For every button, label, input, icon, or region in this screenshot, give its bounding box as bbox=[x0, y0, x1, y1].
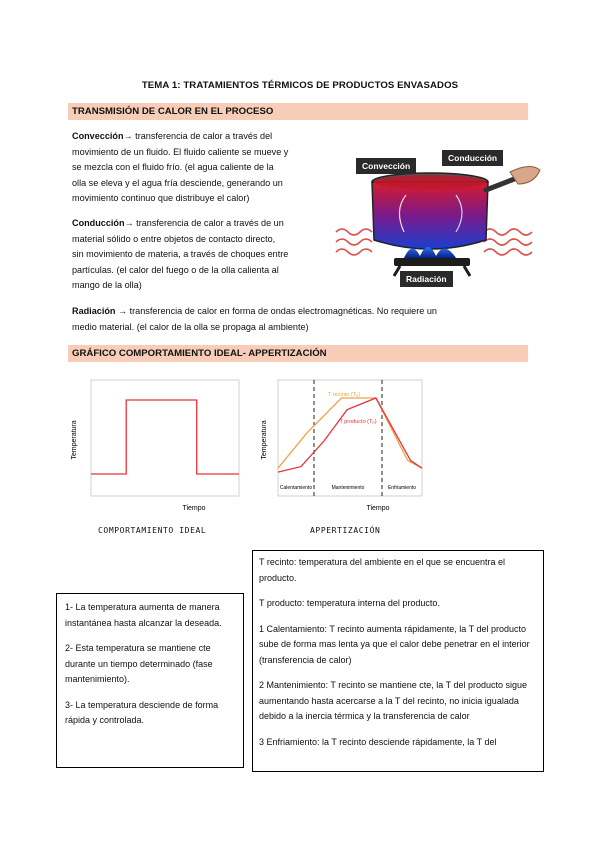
box-right-t-recinto: T recinto: temperatura del ambiente en el que se encuentra el producto. bbox=[259, 557, 505, 583]
text-line: olla se eleva y el agua fría desciende, generando un bbox=[72, 177, 283, 188]
box-comportamiento-ideal bbox=[56, 593, 244, 768]
text-line: movimiento de un fluido. El fluido caliente se mueve y bbox=[72, 146, 289, 157]
pot-body bbox=[372, 182, 488, 249]
label-radiacion: Radiación bbox=[400, 271, 453, 287]
document-title: TEMA 1: TRATAMIENTOS TÉRMICOS DE PRODUCTOS ENVASADOS bbox=[141, 80, 459, 91]
text-line: material sólido o entre objetos de contacto directo, bbox=[72, 233, 276, 244]
arrow-icon: → bbox=[123, 131, 133, 141]
radiation-wave bbox=[484, 229, 532, 235]
box-right-mantenimiento: 2 Mantenimiento: T recinto se mantiene cte, la T del producto sigue aumentando hasta acercarse a la T del recinto, no inicia igualada debido a la inercia térmica y la transferencia de calor bbox=[259, 680, 527, 721]
text-line: sin movimiento de materia, a través de choques entre bbox=[72, 249, 289, 259]
series-label-t-producto: T producto (Tₚ) bbox=[339, 419, 377, 425]
section-heading-grafico: GRÁFICO COMPORTAMIENTO IDEAL- APPERTIZACIÓN bbox=[68, 345, 528, 362]
box-right-t-producto: T producto: temperatura interna del producto. bbox=[259, 598, 440, 608]
radiation-wave bbox=[484, 239, 532, 245]
paragraph-radiacion bbox=[72, 304, 542, 335]
text-line: transferencia de calor a través de un bbox=[136, 218, 284, 228]
term-radiacion: Radiación bbox=[72, 306, 116, 316]
radiation-wave bbox=[336, 249, 372, 255]
text-line: se mezcla con el fluido frío. (el agua caliente de la bbox=[72, 162, 274, 172]
chart1-xlabel: Tiempo bbox=[182, 505, 206, 512]
text-line: medio material. (el calor de la olla se propaga al ambiente) bbox=[72, 321, 309, 332]
section-heading-transmision: TRANSMISIÓN DE CALOR EN EL PROCESO bbox=[68, 103, 528, 120]
term-conveccion: Convección bbox=[72, 131, 124, 141]
chart1-ylabel: Temperatura bbox=[71, 420, 78, 460]
arrow-icon: → bbox=[118, 306, 128, 316]
box-left-step-3: 3- La temperatura desciende de forma rápida y controlada. bbox=[65, 699, 219, 725]
label-conduccion: Conducción bbox=[442, 150, 503, 166]
text-line: transferencia de calor en forma de ondas electromagnéticas. No requiere un bbox=[129, 306, 437, 316]
paragraph-conveccion bbox=[72, 129, 352, 207]
text-line: mango de la olla) bbox=[72, 280, 142, 290]
radiation-wave bbox=[336, 229, 372, 235]
chart-comportamiento-ideal bbox=[64, 378, 244, 518]
box-left-step-2: 2- Esta temperatura se mantiene cte durante un tiempo determinado (fase mantenimiento). bbox=[65, 643, 213, 684]
phase-label-calentamiento: Calentamiento bbox=[279, 485, 313, 491]
arrow-icon: → bbox=[124, 218, 134, 228]
caption-comportamiento-ideal: COMPORTAMIENTO IDEAL bbox=[98, 526, 207, 535]
radiation-wave bbox=[484, 249, 532, 255]
series-label-t-recinto: T recinto (Tₑ) bbox=[328, 392, 360, 398]
term-conduccion: Conducción bbox=[72, 218, 125, 228]
chart1-frame bbox=[91, 380, 239, 496]
chart1-series-line bbox=[91, 400, 239, 474]
box-left-step-1: 1- La temperatura aumenta de manera instantánea hasta alcanzar la deseada. bbox=[65, 602, 222, 628]
chart2-ylabel: Temperatura bbox=[261, 420, 268, 460]
text-line: transferencia de calor a través del bbox=[135, 131, 273, 141]
label-conveccion: Convección bbox=[356, 158, 416, 174]
heat-transfer-illustration bbox=[334, 140, 544, 290]
box-right-calentamiento: 1 Calentamiento: T recinto aumenta rápidamente, la T del producto sube de forma mas lenta ya que el calor debe penetrar en el interior (transferencia de calor) bbox=[259, 623, 530, 665]
phase-label-enfriamiento: Enfriamiento bbox=[387, 485, 417, 491]
chart1-svg bbox=[64, 378, 244, 518]
paragraph-conduccion bbox=[72, 216, 352, 294]
box-appertizacion bbox=[252, 550, 544, 772]
chart-appertizacion bbox=[256, 378, 426, 518]
text-line: partículas. (el calor del fuego o de la olla calienta al bbox=[72, 264, 279, 275]
radiation-wave bbox=[336, 239, 372, 245]
caption-appertizacion: APPERTIZACIÓN bbox=[310, 526, 381, 535]
box-right-enfriamiento: 3 Enfriamiento: la T recinto desciende rápidamente, la T del bbox=[259, 736, 497, 747]
chart2-svg bbox=[256, 378, 426, 518]
phase-label-mantenimiento: Mantenimiento bbox=[331, 485, 365, 491]
chart2-series-line-2 bbox=[278, 398, 422, 472]
text-line: movimiento continuo que distribuye el calor) bbox=[72, 193, 250, 203]
chart2-xlabel: Tiempo bbox=[366, 505, 390, 512]
